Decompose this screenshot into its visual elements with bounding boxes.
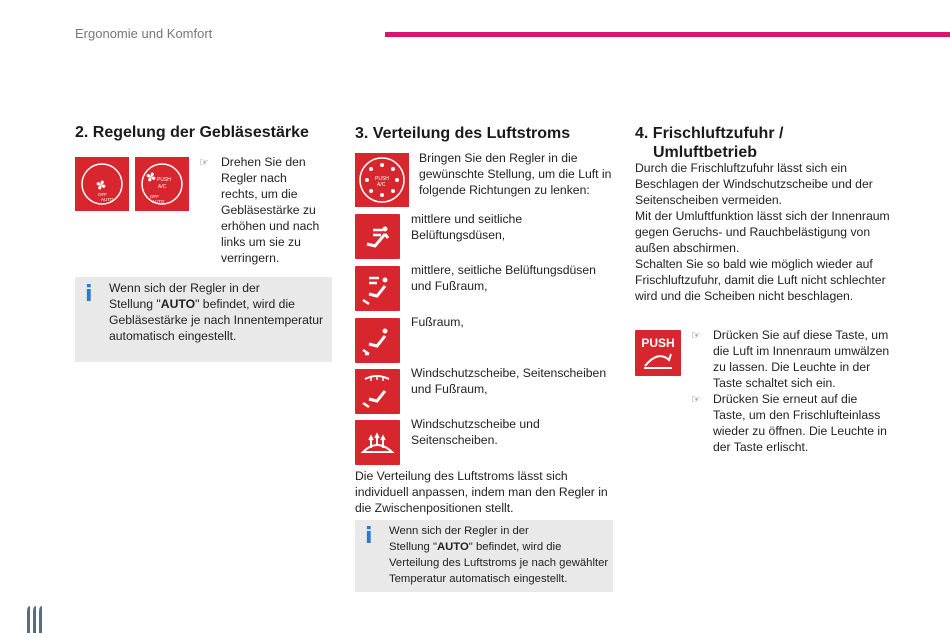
accent-bar (385, 32, 950, 37)
heading-air-distribution: 3. Verteilung des Luftstroms (355, 125, 571, 142)
distribution-footer: Die Verteilung des Luftstroms lässt sich individuell anpassen, indem man den Regler in die Zwischenpositionen stellt. (355, 469, 608, 515)
dist-item-4-text: Windschutzscheibe, Seitenscheiben und Fußraum, (411, 366, 607, 396)
recirculation-instructions: ☞ Drücken Sie auf diese Taste, um die Luft im Innenraum umwälzen zu lassen. Die Leuchte in der Taste schaltet sich ein. ☞ Drücken Sie erneut auf die Taste, um den Frischlufteinlass wieder zu öffnen. Die Leuchte in der Taste erlischt. (691, 328, 890, 454)
dist-item-2-text: mittlere, seitliche Belüftungsdüsen und Fußraum, (411, 263, 596, 293)
info-text-fan: Wenn sich der Regler in der Stellung "AUTO" befindet, wird die Gebläsestärke je nach Innentemperatur automatisch eingestellt. (109, 281, 324, 343)
info-box-fan (75, 277, 332, 362)
vent-feet-icon (355, 318, 400, 363)
info-text-distribution: Wenn sich der Regler in der Stellung "AUTO" befindet, wird die Verteilung des Luftstroms je nach gewählter Temperatur automatisch eingestellt. (389, 525, 609, 585)
svg-text:PUSH: PUSH (375, 176, 389, 182)
distribution-knob-image (355, 153, 409, 207)
recirculation-icon (635, 330, 681, 376)
hand-pointer-icon: ☞ (199, 157, 209, 169)
svg-text:OFF: OFF (150, 194, 159, 199)
dist-item-5-text: Windschutzscheibe und Seitenscheiben. (411, 417, 540, 447)
hand-pointer-icon: ☞ (691, 394, 701, 406)
windscreen-defrost-icon (355, 420, 400, 465)
svg-text:A/C: A/C (377, 182, 386, 188)
svg-text:PUSH: PUSH (157, 177, 171, 183)
heading-recirculation: 4. Frischluftzufuhr / Umluftbetrieb (635, 125, 784, 161)
svg-text:AUTO: AUTO (152, 199, 165, 204)
fan-knob-image-1 (75, 157, 129, 211)
info-box-distribution (355, 520, 613, 592)
dist-item-3-text: Fußraum, (411, 315, 464, 329)
recirculation-body: Durch die Frischluftzufuhr lässt sich ein Beschlagen der Windschutzscheibe und der Seitenscheiben vermeiden. Mit der Umluftfunktion lässt sich der Innenraum gegen Geruchs- und Rauchbelästigung von außen abschirmen. Schalten Sie so bald wie möglich wieder auf Frischluftzufuhr, damit die Luft nicht schlechter wird und die Scheiben nicht beschlagen. (635, 161, 890, 303)
hand-pointer-icon: ☞ (691, 330, 701, 342)
vent-face-feet-icon (355, 266, 400, 311)
section-title: Ergonomie und Komfort (75, 26, 213, 41)
svg-text:OFF: OFF (98, 192, 107, 197)
heading-fan-speed: 2. Regelung der Gebläsestärke (75, 124, 309, 141)
distribution-intro: Bringen Sie den Regler in die gewünschte Stellung, um die Luft in folgende Richtungen zu lenken: (419, 151, 612, 197)
svg-text:AUTO: AUTO (101, 197, 114, 202)
info-icon: i (365, 524, 373, 549)
svg-text:A/C: A/C (158, 184, 167, 190)
fan-knob-icon (75, 157, 129, 211)
vent-face-icon (355, 214, 400, 259)
svg-text:PUSH: PUSH (641, 336, 675, 350)
windscreen-feet-icon (355, 369, 400, 414)
fan-speed-instruction: ☞ Drehen Sie den Regler nach rechts, um die Gebläsestärke zu erhöhen und nach links um sie zu verringern. (199, 155, 320, 265)
distribution-knob-icon (355, 153, 409, 207)
recirculation-push-button-image (635, 330, 681, 376)
fan-ac-knob-icon (135, 157, 189, 211)
info-icon: i (85, 282, 93, 307)
dist-item-1-text: mittlere und seitliche Belüftungsdüsen, (411, 212, 523, 242)
fan-knob-image-2 (135, 157, 189, 211)
